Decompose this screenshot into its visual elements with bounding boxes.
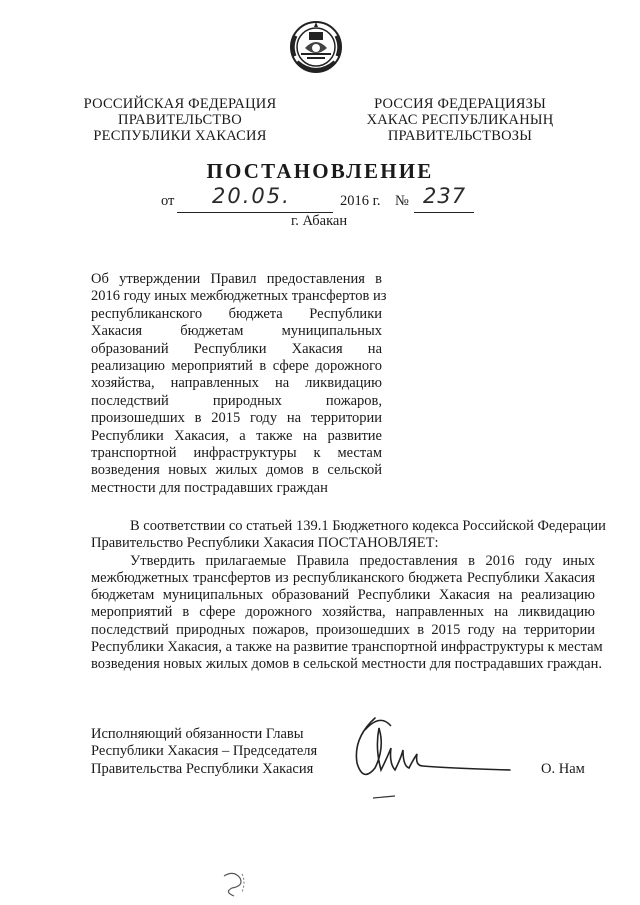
subject-block bbox=[91, 271, 387, 497]
subject-line: образований Республики Хакасия на bbox=[91, 340, 382, 357]
subject-line: возведения новых жилых домов в сельской bbox=[91, 462, 382, 479]
signatory-title-line: Исполняющий обязанности Главы bbox=[91, 726, 304, 742]
handwritten-number: 237 bbox=[423, 184, 467, 208]
header-left-line: ПРАВИТЕЛЬСТВО bbox=[118, 112, 242, 128]
subject-line: местности для пострадавших граждан bbox=[91, 479, 328, 496]
date-year: 2016 г. bbox=[340, 193, 381, 209]
body-line: возведения новых жилых домов в сельской местности для пострадавших граждан. bbox=[91, 656, 602, 673]
subject-line: последствий природных пожаров, bbox=[91, 392, 382, 409]
body-text bbox=[91, 518, 606, 674]
header-left bbox=[80, 96, 280, 144]
body-line: мероприятий в сфере дорожного хозяйства, направленных на ликвидацию bbox=[91, 604, 595, 621]
handwritten-signature bbox=[345, 708, 515, 808]
subject-line: 2016 году иных межбюджетных трансфертов из bbox=[91, 288, 387, 305]
header-right-line: ПРАВИТЕЛЬСТВОЗЫ bbox=[387, 128, 533, 144]
body-line: В соответствии со статьей 139.1 Бюджетного кодекса Российской Федерации bbox=[130, 518, 606, 534]
subject-line: транспортной инфраструктуры к местам bbox=[91, 444, 382, 461]
date-prefix: от bbox=[161, 193, 175, 209]
header-right bbox=[360, 96, 560, 144]
subject-line: реализацию мероприятий в сфере дорожного bbox=[91, 357, 382, 374]
city: г. Абакан bbox=[291, 213, 348, 229]
signatory-title-line: Республики Хакасия – Председателя bbox=[91, 743, 318, 760]
subject-line: Об утверждении Правил предоставления в bbox=[91, 271, 382, 287]
ink-mark bbox=[220, 870, 250, 898]
header-right-line: РОССИЯ ФЕДЕРАЦИЯЗЫ bbox=[374, 96, 546, 112]
header-left-line: РОССИЙСКАЯ ФЕДЕРАЦИЯ bbox=[83, 96, 277, 112]
body-line: межбюджетных трансфертов из республиканского бюджета Республики Хакасия bbox=[91, 569, 595, 586]
body-line: последствий природных пожаров, произошедших в 2015 году на территории bbox=[91, 621, 595, 638]
document-title: ПОСТАНОВЛЕНИЕ bbox=[206, 159, 434, 183]
signatory-title bbox=[91, 726, 351, 778]
body-line: бюджетам муниципальных образований Республики Хакасия на реализацию bbox=[91, 587, 595, 604]
body-line: Правительство Республики Хакасия ПОСТАНОВЛЯЕТ: bbox=[91, 535, 439, 552]
subject-line: Республики Хакасия, а также на развитие bbox=[91, 427, 382, 444]
number-label: № bbox=[395, 193, 409, 209]
body-line: Республики Хакасия, а также на развитие транспортной инфраструктуры к местам bbox=[91, 639, 603, 656]
header-left-line: РЕСПУБЛИКИ ХАКАСИЯ bbox=[93, 128, 267, 144]
handwritten-date: 20.05. bbox=[212, 184, 291, 208]
header-right-line: ХАКАС РЕСПУБЛИКАНЫҢ bbox=[366, 112, 554, 128]
coat-of-arms-emblem-icon bbox=[287, 18, 345, 80]
subject-line: республиканского бюджета Республики bbox=[91, 305, 382, 322]
subject-line: хозяйства, направленных на ликвидацию bbox=[91, 375, 382, 392]
body-line: Утвердить прилагаемые Правила предоставления в 2016 году иных bbox=[130, 552, 595, 569]
number-underline bbox=[414, 212, 474, 213]
subject-line: произошедших в 2015 году на территории bbox=[91, 410, 382, 427]
signatory-name: О. Нам bbox=[541, 761, 585, 777]
signatory-title-line: Правительства Республики Хакасия bbox=[91, 760, 314, 777]
subject-line: Хакасия бюджетам муниципальных bbox=[91, 323, 382, 340]
